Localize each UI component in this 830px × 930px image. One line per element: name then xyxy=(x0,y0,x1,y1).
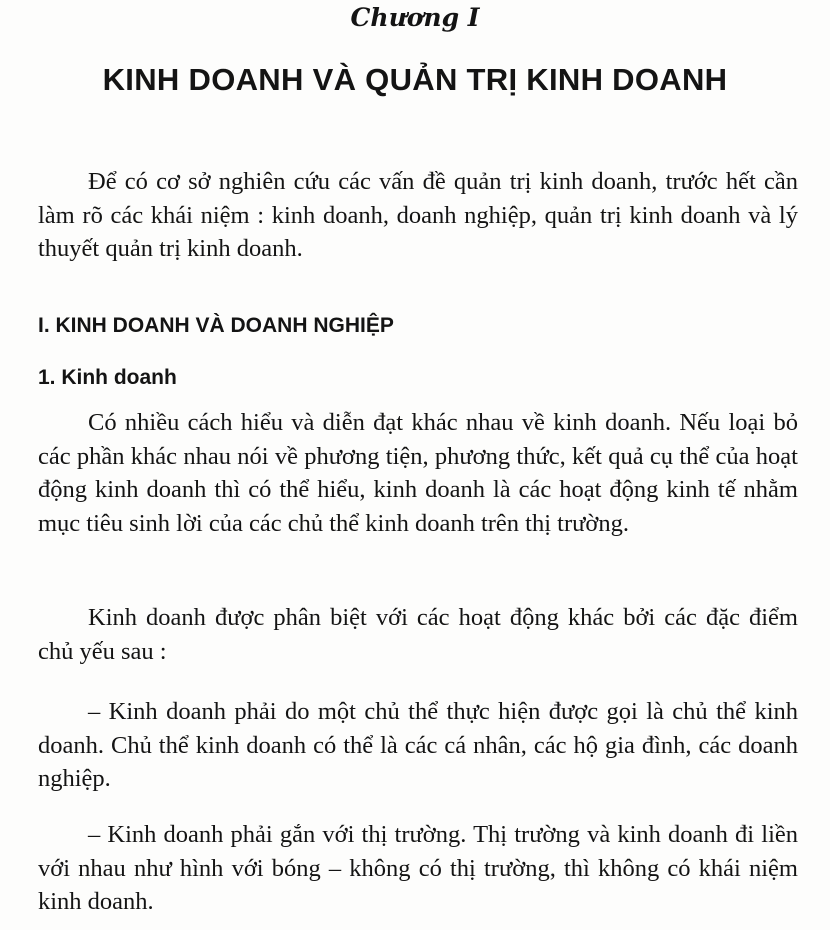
body-paragraph-3: – Kinh doanh phải do một chủ thể thực hiện được gọi là chủ thể kinh doanh. Chủ thể kinh doanh có thể là các cá nhân, các hộ gia đình, các doanh nghiệp. xyxy=(38,698,798,792)
chapter-label: Chương I xyxy=(350,3,480,32)
body-paragraph-1: Có nhiều cách hiểu và diễn đạt khác nhau về kinh doanh. Nếu loại bỏ các phần khác nhau nói về phương tiện, phương thức, kết quả cụ thể của hoạt động kinh doanh thì có thể hiểu, kinh doanh là các hoạt động kinh tế nhằm mục tiêu sinh lời của các chủ thể kinh doanh trên thị trường. xyxy=(38,409,798,537)
body-paragraph-2: Kinh doanh được phân biệt với các hoạt động khác bởi các đặc điểm chủ yếu sau : xyxy=(38,604,798,665)
chapter-title: KINH DOANH VÀ QUẢN TRỊ KINH DOANH xyxy=(102,62,728,97)
intro-paragraph: Để có cơ sở nghiên cứu các vấn đề quản trị kinh doanh, trước hết cần làm rõ các khái niệm : kinh doanh, doanh nghiệp, quản trị kinh doanh và lý thuyết quản trị kinh doanh. xyxy=(38,168,798,262)
body-paragraph-4: – Kinh doanh phải gắn với thị trường. Thị trường và kinh doanh đi liền với nhau như hình với bóng – không có thị trường, thì không có khái niệm kinh doanh. xyxy=(38,821,798,915)
section-heading: I. KINH DOANH VÀ DOANH NGHIỆP xyxy=(38,314,394,337)
subsection-heading: 1. Kinh doanh xyxy=(38,366,177,389)
